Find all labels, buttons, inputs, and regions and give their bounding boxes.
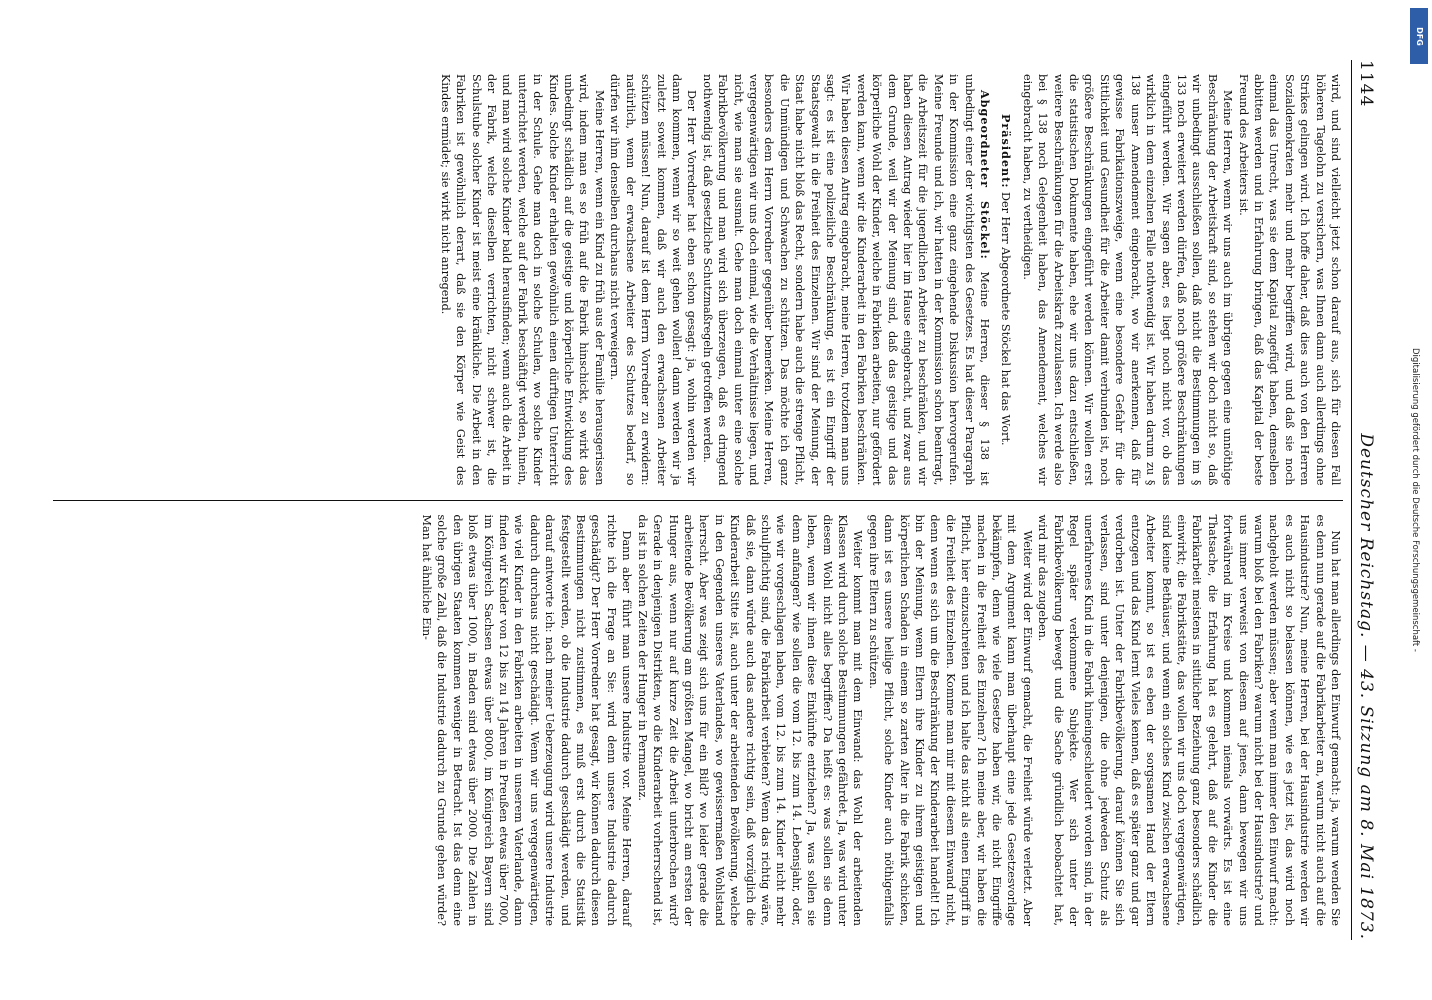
paragraph: Weiter kommt man mit dem Einwand: das Wohl der arbeitenden Klassen wird durch solche Bestimmungen gefährdet. Ja, was wird unter diesem Wohl nicht alles begriffen? Da heißt es: was sollen sie denn leben, wenn wir ihnen diese Einkünfte entziehen? Ja, was sollen sie denn anfangen? wie sollen die vom 12. bis zum 14. Lebensjahr, oder, wie wir vorgeschlagen haben, vom 12. bis zum 14. Kinder nicht mehr schulpflichtig sind, die Fabrikarbeit verbieten? Wenn das richtig wäre, daß sie, dann würde auch das andere richtig sein, daß vorzüglich die Kinderarbeit Sitte ist, auch unter der arbeitenden Bevölkerung, welche in den Gegenden unseres Vaterlandes, wo gewissermaßen Wohlstand herrscht. Aber was zeigt sich uns für ein Bild? wo leider gerade die arbeitende Bevölkerung am größten Mangel, wo bricht am ersten der Hunger aus, wenn nur auf kurze Zeit die Arbeit unterbrochen wird? Gerade in denjenigen Distrikten, wo die Kinderarbeit vorherrschend ist, da ist in solchen Zeiten der Hunger in Permanenz. (635, 514, 865, 926)
dfg-logo (1410, 8, 1428, 64)
paragraph: Dann aber führt man unsere Industrie vor. Meine Herren, darauf richte ich die Frage an Sie: wird denn unsere Industrie dadurch geschädigt? Der Herr Vorredner hat gesagt, wir können dadurch diesen Bestimmungen nicht zustimmen, es muß erst durch die Statistik festgestellt werden, ob die Industrie dadurch geschädigt werden, und darauf antworte ich: nach meiner Ueberzeugung wird unsere Industrie dadurch durchaus nicht geschädigt. Wenn wir uns vergegenwärtigen, wie viel Kinder in den Fabriken arbeiten in unserem Vaterlande, dann finden wir Kinder von 12 bis zu 14 Jahren in Preußen etwas über 7000, im Königreich Sachsen etwas über 8000, im Königreich Bayern sind bloß etwas über 1000, in Baden sind etwas über 2000. Die Zahlen in den übrigen Staaten kommen weniger in Betracht. Ist das denn eine solche große Zahl, daß die Industrie dadurch zu Grunde gehen würde? Man hat ähnliche Ein- (420, 514, 634, 926)
paragraph: Nun hat man allerdings den Einwurf gemacht: ja, warum wenden Sie es denn nun gerade auf die Fabrikarbeiter an, warum nicht auch auf die Hausindustrie? Nun, meine Herren, bei der Hausindustrie werden wir es auch nicht so belassen können, wie es jetzt ist, das wird noch nachgeholt werden müssen; aber wenn man immer den Einwurf macht: warum bloß bei den Fabriken? warum nicht bei der Hausindustrie? und uns immer verweist von diesem auf jenes, dann bewegen wir uns fortwährend im Kreise und kommen niemals vorwärts. Es ist eine Thatsache, die Erfahrung hat es gelehrt, daß auf die Kinder die Fabrikarbeit meistens in sittlicher Beziehung ganz besonders schädlich einwirkt; die Fabrikstätte, das wollen wir uns doch vergegenwärtigen, sind keine Bethäuser, und wenn ein solches Kind zwischen erwachsene Arbeiter kommt, so ist es eben der sorgsamen Hand der Eltern entzogen und das Kind lernt Vieles kennen, daß es später ganz und gar verdorben ist. Unter der Fabrikbevölkerung, darauf können Sie sich verlassen, sind unter denjenigen, die ohne jedweden Schutz als unerfahrenes Kind in die Fabrik hineingeschleudert worden sind, in der Regel später verkommene Subjekte. Wer sich unter der Fabrikbevölkerung bewegt und die Sache gründlich beobachtet hat, wird mir das zugeben. (1036, 514, 1342, 926)
digitization-note (1404, 0, 1426, 1000)
page-number: 1144 (1356, 60, 1376, 108)
speaker-line (998, 74, 1013, 486)
paragraph: Weiter wird der Einwurf gemacht, die Freiheit würde verletzt. Aber mit dem Argument kann man überhaupt eine jede Gesetzesvorlage bekämpfen, denn wie viele Gesetze haben wir, die nicht Eingriffe machen in die Freiheit des Einzelnen? Ich meine aber, wir haben die Pflicht, hier einzuschreiten und ich halte das nicht als einen Eingriff in die Freiheit des Einzelnen. Komme man mir mit diesem Einwand nicht, denn wenn es sich um die Beschränkung der Kinderarbeit handelt! Ich bin der Meinung, wenn Eltern ihre Kinder zu ihrem geistigen und körperlichen Schaden in einem so zarten Alter in die Fabrik schicken, dann ist es unsere heilige Pflicht, solche Kinder auch nöthigenfalls gegen ihre Eltern zu schützen. (866, 514, 1034, 926)
paragraph: Meine Herren, wenn ein Kind zu früh aus der Familie herausgerissen wird, indem man es so früh auf die Fabrik hinschickt, so wirkt das unbedingt schädlich auf die geistige und körperliche Entwicklung des Kindes. Solche Kinder erhalten gewöhnlich einen dürftigen Unterricht in der Schule. Gehe man doch in solche Schulen, wo solche Kinder unterrichtet werden, welche auf der Fabrik beschäftigt werden, hinein, und man wird solche Kinder bald herausfinden; wenn auch die Arbeit in der Fabrik, welche dieselben verrichten, nicht schwer ist, die Schulstube solcher Kinder ist meist eine kränkliche. Die Arbeit in den Fabriken ist gewöhnlich derart, daß sie den Körper wie Geist des Kindes ermüdet; sie wirkt nicht anregend. (438, 74, 606, 486)
digitization-note-text: Digitalisierung gefördert durch die Deutsche Forschungsgemeinschaft - (1410, 348, 1421, 652)
paragraph: wird, und sind vielleicht jetzt schon darauf aus, sich für diesen Fall höheren Tagelohn zu versichern, was Ihnen dann auch allerdings ohne Strikes gelingen wird. Ich hoffe daher, daß dies auch von den Herren Sozialdemokraten mehr und mehr begriffen wird, und daß sie noch einmal das Unrecht, was sie dem Kapital zugefügt haben, demselben abbitten werden und in Erfahrung bringen, daß das Kapital der beste Freund des Arbeiters ist. (1236, 74, 1342, 486)
speaker-label: Präsident: (999, 113, 1014, 189)
paragraph: Meine Herren, wenn wir uns auch im übrigen gegen eine unnöthige Beschränkung der Arbeitskraft sind, so stehen wir doch nicht so, daß wir unbedingt ausschließen sollen, daß nicht die Bestimmungen im § 133 noch erweitert werden dürfen, daß noch größere Beschränkungen eingeführt werden. Wir sagen aber, es liegt noch nicht vor, ob das wirklich in dem einzelnen Falle nothwendig ist. Wir haben darum zu § 138 unser Amendement eingebracht, wo wir anerkennen, daß für gewisse Fabrikationszweige, wenn eine besondere Gefahr für die Sittlichkeit und Gesundheit für die Arbeiter damit verbunden ist, noch größere Beschränkungen eingeführt werden können. Wir wollen erst die statistischen Dokumente haben, ehe wir uns dazu entschließen, weitere Beschränkungen für die Arbeitskraft zuzulassen. Ich werde also bei § 138 noch Gelegenheit haben, das Amendement, welches wir eingebracht haben, zu vertheidigen. (1020, 74, 1235, 486)
left-column (53, 60, 1343, 500)
speaker-text: Der Herr Abgeordnete Stöckel hat das Wort. (999, 192, 1013, 446)
speaker-paragraph (699, 74, 992, 486)
speaker-text: Meine Herren, dieser § 138 ist unbedingt einer der wichtigsten des Gesetzes. Es hat dieser Paragraph in der Kommission eine ganz eingehende Diskussion hervorgerufen. Meine Freunde und ich, wir hatten in der Kommission schon beantragt, die Arbeitszeit für die jugendlichen Arbeiter zu beschränken, und wir haben diesen Antrag wieder hier im Hause eingebracht, und zwar aus dem Grunde, weil wir der Meinung sind, daß das geistige und das körperliche Wohl der Kinder, welche in Fabriken arbeiten, nur gefördert werden kann, wenn wir die Kinderarbeit in den Fabriken beschränken. Wir haben diesen Antrag eingebracht, meine Herren, trotzdem man uns sagt: es ist eine polizeiliche Beschränkung, es ist ein Eingriff der Staatsgewalt in die Freiheit des Einzelnen. Wir sind der Meinung, der Staat habe nicht bloß das Recht, sondern habe auch die strenge Pflicht, die Unmündigen und Schwachen zu schützen. Das möchte ich ganz besonders dem Herrn Vorredner gegenüber bemerken. Meine Herren, vergegenwärtigen wir uns doch einmal, wie die Verhältnisse liegen, und nicht, wie man sie ausmalt. Gehe man doch einmal unter eine solche Fabrikbevölkerung und man wird sich überzeugen, daß es dringend nothwendig ist, daß gesetzliche Schutzmaßregeln getroffen werden. (700, 74, 992, 486)
dfg-logo-text: DFG (1414, 26, 1424, 46)
right-column (53, 500, 1343, 941)
page-header (1351, 60, 1376, 940)
paragraph: Der Herr Vorredner hat eben schon gesagt: ja, wohin werden wir dann kommen, wenn wir so weit gehen wollen! dann werden wir ja zuletzt soweit kommen, daß wir auch den erwachsenen Arbeiter schützen müssen! Nun, darauf ist dem Herrn Vorredner zu erwidern: natürlich, wenn der erwachsene Arbeiter des Schutzes bedarf, so dürfen wir ihm denselben durchaus nicht verweigern. (608, 74, 699, 486)
speaker-label: Abgeordneter Stöckel: (978, 90, 993, 260)
document-page (26, 20, 1406, 980)
text-columns (53, 60, 1343, 940)
running-title: Deutscher Reichstag. — 43. Sitzung am 8. Mai 1873. (1356, 433, 1376, 940)
